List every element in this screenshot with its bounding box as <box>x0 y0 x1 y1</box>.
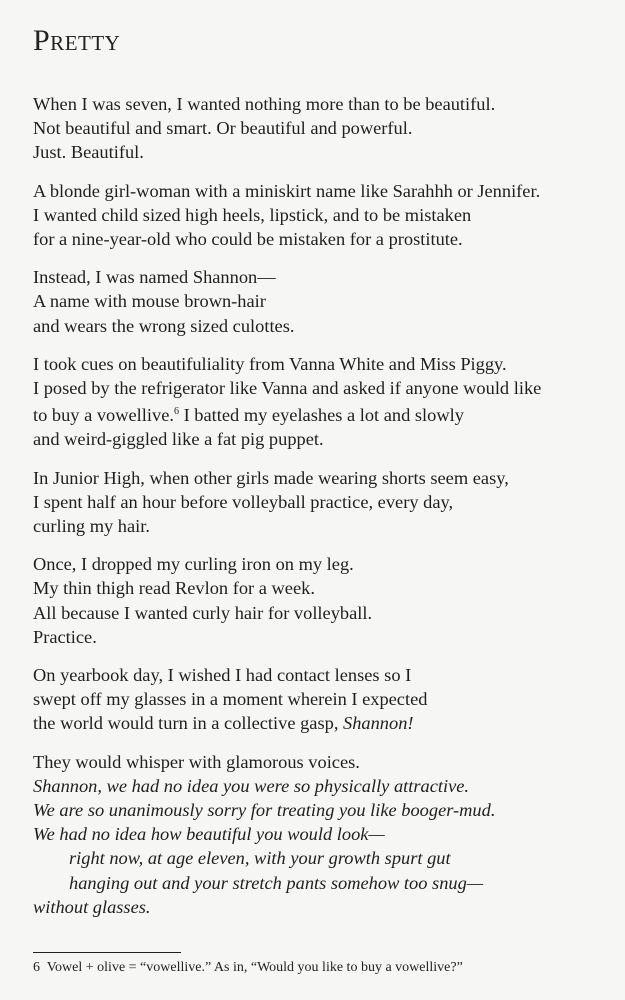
stanza <box>33 179 618 252</box>
poem-line <box>33 774 618 798</box>
stanza <box>33 663 618 736</box>
poem-line <box>33 750 618 774</box>
poem-line-text: hanging out and your stretch pants somehow too snug— <box>69 872 484 893</box>
poem-line-text: I wanted child sized high heels, lipstick, and to be mistaken <box>33 204 472 225</box>
poem-line-text: I took cues on beautifuliality from Vanna White and Miss Piggy. <box>33 353 507 374</box>
poem-line <box>33 466 618 490</box>
poem-line <box>33 895 618 919</box>
footnote <box>33 960 463 976</box>
poem-line-text: right now, at age eleven, with your growth spurt gut <box>69 848 451 869</box>
poem-line-text: We are so unanimously sorry for treating you like booger-mud. <box>33 800 496 821</box>
poem-line-text: Shannon, we had no idea you were so physically attractive. <box>33 775 470 796</box>
poem-line <box>33 352 618 376</box>
poem-line <box>33 822 618 846</box>
poem-line-text: On yearbook day, I wished I had contact lenses so I <box>33 665 412 686</box>
footnote-number: 6 <box>33 960 40 975</box>
stanza <box>33 265 618 338</box>
footnote-text: Vowel + olive = “vowellive.” As in, “Would you like to buy a vowellive?” <box>46 960 463 975</box>
poem-line <box>33 552 618 576</box>
poem-line <box>33 687 618 711</box>
poem-line-text: swept off my glasses in a moment wherein I expected <box>33 689 428 710</box>
poem-line <box>33 265 618 289</box>
poem-line-text: Not beautiful and smart. Or beautiful and powerful. <box>33 118 413 139</box>
poem-line <box>33 576 618 600</box>
poem-line-text: Once, I dropped my curling iron on my leg. <box>33 554 354 575</box>
poem-line-text: I spent half an hour before volleyball practice, every day, <box>33 491 454 512</box>
stanza <box>33 552 618 649</box>
poem-line <box>33 711 618 735</box>
poem-line-continuation: I batted my eyelashes a lot and slowly <box>178 405 464 426</box>
stanza <box>33 92 618 165</box>
poem-line <box>33 427 618 451</box>
poem-line-text: without glasses. <box>33 896 151 917</box>
poem-line <box>33 203 618 227</box>
stanza <box>33 466 618 539</box>
poem-line <box>33 798 618 822</box>
poem-line <box>33 92 618 116</box>
poem-line <box>33 490 618 514</box>
poem-line <box>33 314 618 338</box>
poem-line-text: When I was seven, I wanted nothing more than to be beautiful. <box>33 94 496 114</box>
poem-line-text: They would whisper with glamorous voices. <box>33 751 360 772</box>
poem-line <box>33 514 618 538</box>
poem-title: Pretty <box>33 24 121 57</box>
poem-line-text: and weird-giggled like a fat pig puppet. <box>33 429 324 450</box>
stanza <box>33 352 618 452</box>
poem-line-text: A name with mouse brown-hair <box>33 291 266 312</box>
poem-line-text: the world would turn in a collective gasp, <box>33 713 344 734</box>
poem-line-text: A blonde girl-woman with a miniskirt name like Sarahhh or Jennifer. <box>33 180 541 201</box>
poem-line <box>33 289 618 313</box>
poem-line-italic: Shannon! <box>343 713 414 734</box>
poem-line <box>33 140 618 164</box>
poem-line-text: All because I wanted curly hair for volleyball. <box>33 602 373 623</box>
poem-line <box>33 376 618 400</box>
footnote-rule <box>33 952 181 953</box>
poem-line-text: for a nine-year-old who could be mistaken for a prostitute. <box>33 229 463 250</box>
footnote-mark: 6 <box>173 406 179 418</box>
poem-line-text: curling my hair. <box>33 516 150 537</box>
poem-line <box>33 846 618 870</box>
poem-line <box>33 227 618 251</box>
poem-line-text: Just. Beautiful. <box>33 142 144 163</box>
poem-line <box>33 625 618 649</box>
stanza <box>33 750 618 919</box>
poem-line <box>33 400 618 427</box>
poem-line-text: to buy a vowellive. <box>33 405 174 426</box>
poem-line <box>33 663 618 687</box>
poem-line <box>33 116 618 140</box>
poem-body <box>33 92 618 933</box>
poem-line <box>33 179 618 203</box>
poem-line <box>33 601 618 625</box>
poem-line <box>33 871 618 895</box>
poem-line-text: In Junior High, when other girls made wearing shorts seem easy, <box>33 467 509 488</box>
poem-line-text: My thin thigh read Revlon for a week. <box>33 578 315 599</box>
poem-line-text: Instead, I was named Shannon— <box>33 267 276 288</box>
poem-line-text: Practice. <box>33 626 97 647</box>
poem-line-text: We had no idea how beautiful you would look— <box>33 824 385 845</box>
poem-line-text: and wears the wrong sized culottes. <box>33 315 295 336</box>
poem-line-text: I posed by the refrigerator like Vanna and asked if anyone would like <box>33 378 542 399</box>
